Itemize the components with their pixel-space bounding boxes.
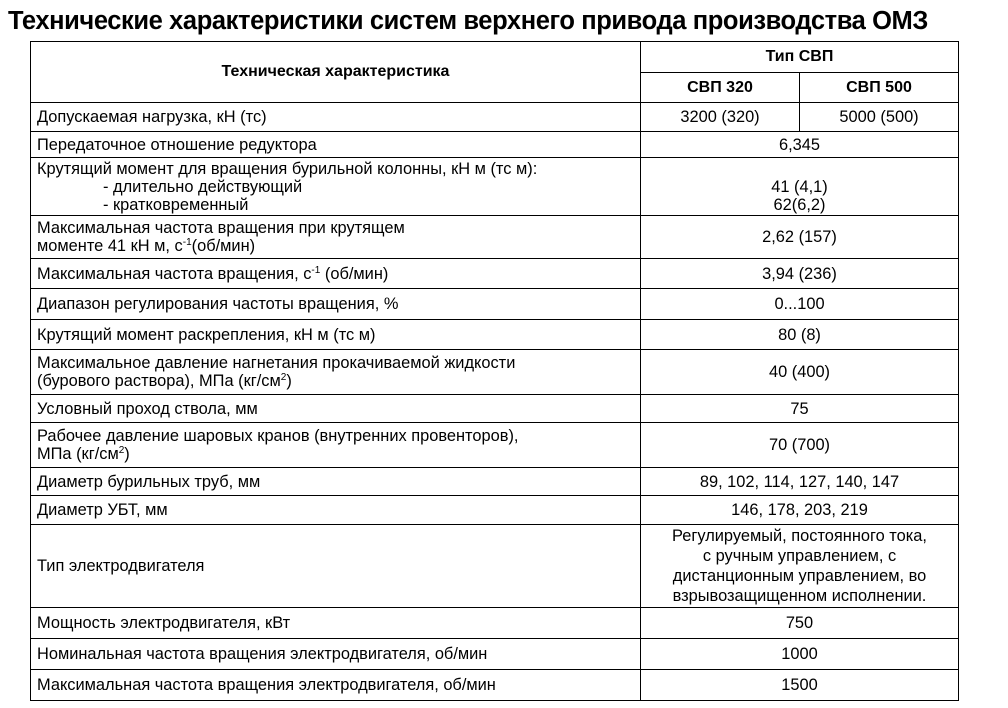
- row-label-motor-power: Мощность электродвигателя, кВт: [31, 608, 641, 639]
- cell-pump-pressure: 40 (400): [641, 350, 959, 395]
- table-row: [31, 158, 959, 216]
- cell-valve-pressure: 70 (700): [641, 423, 959, 468]
- row-label-motor-nominal-speed: Номинальная частота вращения электродвигателя, об/мин: [31, 639, 641, 670]
- table-row: [31, 670, 959, 701]
- table-row: [31, 320, 959, 350]
- document-title: Технические характеристики систем верхнего привода производства ОМЗ: [8, 7, 928, 35]
- spec-table: [30, 41, 959, 701]
- table-row: [31, 132, 959, 158]
- model-group-header: Тип СВП: [641, 42, 959, 73]
- row-label-ubt-diameter: Диаметр УБТ, мм: [31, 496, 641, 525]
- table-row: [31, 639, 959, 670]
- cell-load-svp320: 3200 (320): [641, 103, 800, 132]
- row-label-max-speed: Максимальная частота вращения, $с^{-1}$ (об/мин): [31, 259, 641, 289]
- table-row: [31, 289, 959, 320]
- header-row: [31, 42, 959, 73]
- model-header-svp320: СВП 320: [641, 73, 800, 103]
- cell-motor-max-speed: 1500: [641, 670, 959, 701]
- table-row: [31, 608, 959, 639]
- table-row: [31, 216, 959, 259]
- model-header-svp500: СВП 500: [800, 73, 959, 103]
- row-label-valve-pressure: Рабочее давление шаровых кранов (внутренних провенторов), МПа $(кг/см^2)$: [31, 423, 641, 468]
- row-label-pipe-diameter: Диаметр бурильных труб, мм: [31, 468, 641, 496]
- row-label-speed-range: Диапазон регулирования частоты вращения, %: [31, 289, 641, 320]
- table-row: [31, 525, 959, 608]
- table-row: [31, 395, 959, 423]
- row-label-bore: Условный проход ствола, мм: [31, 395, 641, 423]
- cell-bore: 75: [641, 395, 959, 423]
- cell-motor-type: Регулируемый, постоянного тока, с ручным управлением, с дистанционным управлением, во взрывозащищенном исполнении.: [641, 525, 959, 608]
- torque-sub-continuous: - длительно действующий: [103, 177, 303, 196]
- cell-breakout-torque: 80 (8): [641, 320, 959, 350]
- cell-pipe-diameter: 89, 102, 114, 127, 140, 147: [641, 468, 959, 496]
- table-row: [31, 259, 959, 289]
- table-row: [31, 103, 959, 132]
- row-label-max-speed-torque: Максимальная частота вращения при крутящем моменте 41 кН м, $с^{-1}(об/мин)$: [31, 216, 641, 259]
- row-label-torque: [31, 158, 641, 216]
- torque-label: Крутящий момент для вращения бурильной колонны, кН м (тс м):: [37, 159, 538, 178]
- cell-max-speed: 3,94 (236): [641, 259, 959, 289]
- cell-max-speed-torque: 2,62 (157): [641, 216, 959, 259]
- table-row: [31, 423, 959, 468]
- cell-gear-ratio: 6,345: [641, 132, 959, 158]
- row-label-breakout-torque: Крутящий момент раскрепления, кН м (тс м): [31, 320, 641, 350]
- cell-motor-power: 750: [641, 608, 959, 639]
- cell-motor-nominal-speed: 1000: [641, 639, 959, 670]
- cell-ubt-diameter: 146, 178, 203, 219: [641, 496, 959, 525]
- param-column-header: Техническая характеристика: [31, 42, 641, 103]
- row-label-pump-pressure: Максимальное давление нагнетания прокачиваемой жидкости (бурового раствора), МПа $(кг/см^2)$: [31, 350, 641, 395]
- torque-sub-short: - кратковременный: [103, 195, 249, 214]
- torque-value-short: 62(6,2): [773, 196, 826, 214]
- row-label-motor-type: Тип электродвигателя: [31, 525, 641, 608]
- cell-torque: [641, 158, 959, 216]
- cell-speed-range: 0...100: [641, 289, 959, 320]
- table-row: [31, 496, 959, 525]
- row-label-gear-ratio: Передаточное отношение редуктора: [31, 132, 641, 158]
- table-row: [31, 468, 959, 496]
- row-label-load: Допускаемая нагрузка, кН (тс): [31, 103, 641, 132]
- row-label-motor-max-speed: Максимальная частота вращения электродвигателя, об/мин: [31, 670, 641, 701]
- table-row: [31, 350, 959, 395]
- torque-value-continuous: 41 (4,1): [771, 178, 828, 196]
- cell-load-svp500: 5000 (500): [800, 103, 959, 132]
